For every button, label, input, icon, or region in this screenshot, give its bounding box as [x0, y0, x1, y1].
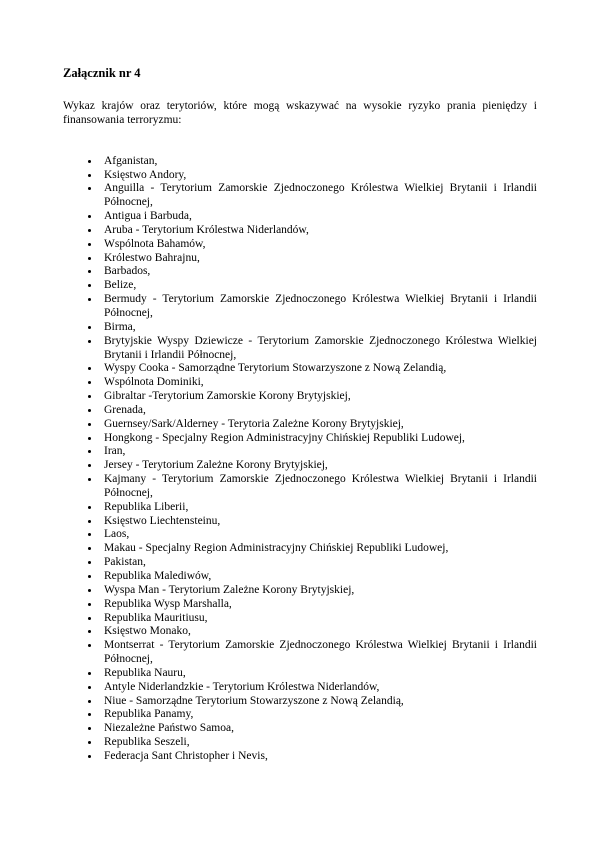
- bullet-icon: [88, 215, 91, 218]
- country-text: Niezależne Państwo Samoa,: [104, 722, 234, 735]
- bullet-icon: [88, 700, 91, 703]
- list-item: [104, 584, 537, 598]
- bullet-icon: [88, 713, 91, 716]
- country-text: Birma,: [104, 320, 136, 333]
- country-text: Grenada,: [104, 403, 146, 416]
- bullet-icon: [88, 270, 91, 273]
- country-text: Wspólnota Bahamów,: [104, 237, 206, 250]
- bullet-icon: [88, 381, 91, 384]
- bullet-icon: [88, 326, 91, 329]
- list-item: [104, 515, 537, 529]
- bullet-icon: [88, 547, 91, 550]
- bullet-icon: [88, 561, 91, 564]
- bullet-icon: [88, 755, 91, 758]
- list-item: [104, 293, 537, 321]
- list-item: [104, 625, 537, 639]
- list-item: [104, 556, 537, 570]
- bullet-icon: [88, 575, 91, 578]
- country-text: Republika Wysp Marshalla,: [104, 597, 232, 610]
- country-text: Montserrat - Terytorium Zamorskie Zjednoczonego Królestwa Wielkiej Brytanii i Irlandii Północnej,: [104, 639, 537, 666]
- bullet-icon: [88, 617, 91, 620]
- list-item: [104, 169, 537, 183]
- list-item: [104, 528, 537, 542]
- country-text: Republika Panamy,: [104, 708, 194, 721]
- list-item: [104, 598, 537, 612]
- list-item: [104, 321, 537, 335]
- list-item: [104, 224, 537, 238]
- country-text: Wspólnota Dominiki,: [104, 376, 204, 389]
- bullet-icon: [88, 450, 91, 453]
- country-list: [63, 155, 537, 764]
- country-text: Makau - Specjalny Region Administracyjny Chińskiej Republiki Ludowej,: [104, 542, 449, 555]
- country-text: Księstwo Andory,: [104, 168, 187, 181]
- bullet-icon: [88, 506, 91, 509]
- bullet-icon: [88, 741, 91, 744]
- list-item: [104, 722, 537, 736]
- list-item: [104, 695, 537, 709]
- list-item: [104, 252, 537, 266]
- list-item: [104, 542, 537, 556]
- list-item: [104, 418, 537, 432]
- country-text: Anguilla - Terytorium Zamorskie Zjednoczonego Królestwa Wielkiej Brytanii i Irlandii Północnej,: [104, 182, 537, 209]
- bullet-icon: [88, 672, 91, 675]
- country-text: Afganistan,: [104, 154, 158, 167]
- list-item: [104, 473, 537, 501]
- country-text: Bermudy - Terytorium Zamorskie Zjednoczonego Królestwa Wielkiej Brytanii i Irlandii Północnej,: [104, 293, 537, 319]
- list-item: [104, 279, 537, 293]
- list-item: [104, 459, 537, 473]
- country-text: Republika Mauritiusu,: [104, 611, 208, 624]
- bullet-icon: [88, 160, 91, 163]
- country-text: Laos,: [104, 528, 130, 541]
- list-item: [104, 612, 537, 626]
- list-item: [104, 376, 537, 390]
- list-item: [104, 639, 537, 667]
- country-text: Iran,: [104, 445, 126, 458]
- country-text: Republika Seszeli,: [104, 736, 190, 749]
- bullet-icon: [88, 533, 91, 536]
- country-text: Kajmany - Terytorium Zamorskie Zjednoczonego Królestwa Wielkiej Brytanii i Irlandii Północnej,: [104, 473, 537, 499]
- list-item: [104, 265, 537, 279]
- country-text: Belize,: [104, 279, 137, 292]
- country-text: Guernsey/Sark/Alderney - Terytoria Zależne Korony Brytyjskiej,: [104, 417, 404, 430]
- country-text: Hongkong - Specjalny Region Administracyjny Chińskiej Republiki Ludowej,: [104, 431, 465, 444]
- country-text: Wyspy Cooka - Samorządne Terytorium Stowarzyszone z Nową Zelandią,: [104, 362, 447, 375]
- country-text: Księstwo Liechtensteinu,: [104, 514, 221, 527]
- country-text: Księstwo Monako,: [104, 625, 191, 638]
- list-item: [104, 667, 537, 681]
- list-item: [104, 570, 537, 584]
- list-item: [104, 238, 537, 252]
- list-item: [104, 155, 537, 169]
- bullet-icon: [88, 229, 91, 232]
- list-item: [104, 750, 537, 764]
- country-text: Antyle Niderlandzkie - Terytorium Królestwa Niderlandów,: [104, 680, 380, 693]
- country-text: Jersey - Terytorium Zależne Korony Brytyjskiej,: [104, 459, 328, 472]
- bullet-icon: [88, 589, 91, 592]
- bullet-icon: [88, 603, 91, 606]
- bullet-icon: [88, 298, 91, 301]
- list-item: [104, 681, 537, 695]
- list-item: [104, 182, 537, 210]
- list-item: [104, 335, 537, 363]
- country-text: Wyspa Man - Terytorium Zależne Korony Brytyjskiej,: [104, 583, 355, 596]
- bullet-icon: [88, 423, 91, 426]
- bullet-icon: [88, 284, 91, 287]
- attachment-title: Załącznik nr 4: [63, 66, 141, 80]
- country-text: Republika Nauru,: [104, 666, 186, 679]
- country-text: Brytyjskie Wyspy Dziewicze - Terytorium Zamorskie Zjednoczonego Królestwa Wielkiej Brytanii i Irlandii Północnej,: [104, 334, 537, 361]
- list-item: [104, 210, 537, 224]
- country-text: Niue - Samorządne Terytorium Stowarzyszone z Nową Zelandią,: [104, 694, 404, 707]
- bullet-icon: [88, 644, 91, 647]
- country-text: Barbados,: [104, 265, 151, 278]
- bullet-icon: [88, 437, 91, 440]
- bullet-icon: [88, 630, 91, 633]
- list-item: [104, 390, 537, 404]
- country-text: Pakistan,: [104, 556, 146, 569]
- country-text: Republika Malediwów,: [104, 570, 212, 582]
- country-text: Aruba - Terytorium Królestwa Niderlandów,: [104, 223, 309, 236]
- bullet-icon: [88, 174, 91, 177]
- country-text: Republika Liberii,: [104, 500, 189, 513]
- bullet-icon: [88, 520, 91, 523]
- list-item: [104, 736, 537, 750]
- list-item: [104, 362, 537, 376]
- bullet-icon: [88, 187, 91, 190]
- country-text: Federacja Sant Christopher i Nevis,: [104, 749, 268, 762]
- bullet-icon: [88, 395, 91, 398]
- bullet-icon: [88, 257, 91, 260]
- bullet-icon: [88, 409, 91, 412]
- bullet-icon: [88, 243, 91, 246]
- list-item: [104, 432, 537, 446]
- country-text: Antigua i Barbuda,: [104, 210, 192, 223]
- list-item: [104, 708, 537, 722]
- bullet-icon: [88, 464, 91, 467]
- country-text: Gibraltar -Terytorium Zamorskie Korony Brytyjskiej,: [104, 390, 351, 403]
- country-text: Królestwo Bahrajnu,: [104, 251, 200, 264]
- list-item: [104, 404, 537, 418]
- bullet-icon: [88, 727, 91, 730]
- bullet-icon: [88, 478, 91, 481]
- bullet-icon: [88, 367, 91, 370]
- bullet-icon: [88, 340, 91, 343]
- list-item: [104, 501, 537, 515]
- bullet-icon: [88, 686, 91, 689]
- list-item: [104, 445, 537, 459]
- intro-paragraph: Wykaz krajów oraz terytoriów, które mogą wskazywać na wysokie ryzyko prania pieniędzy i finansowania terroryzmu:: [63, 100, 537, 126]
